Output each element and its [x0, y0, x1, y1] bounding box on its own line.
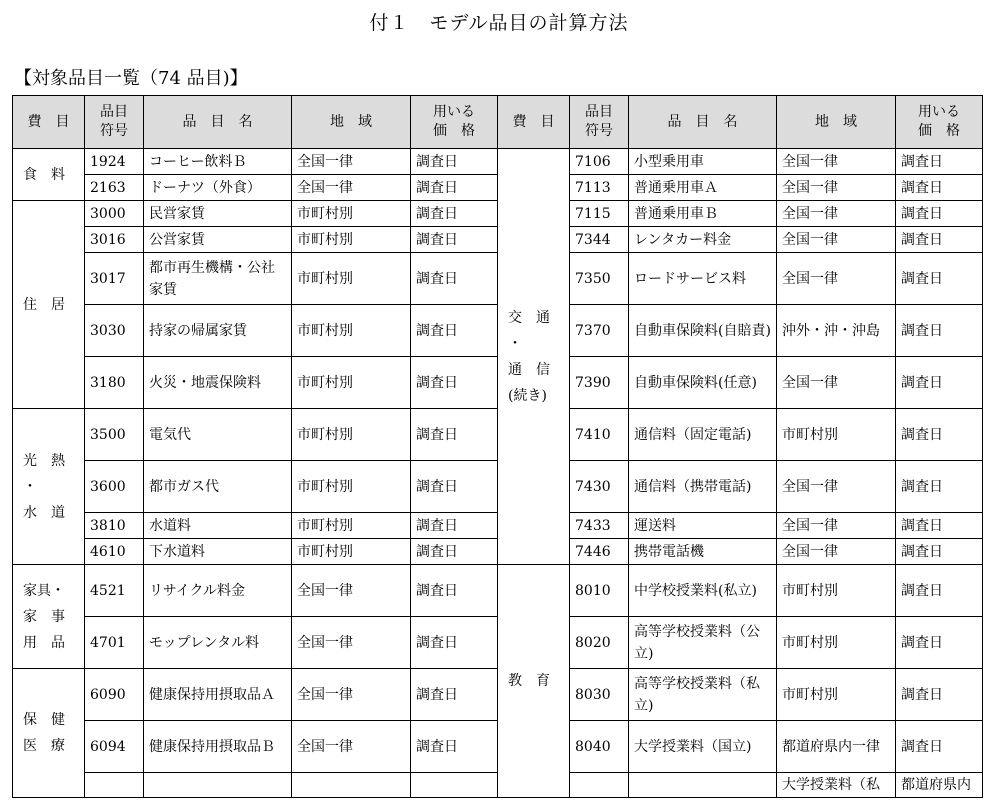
item-region: 全国一律 [292, 669, 411, 721]
header-name: 品 目 名 [629, 96, 777, 149]
item-price: 調査日 [411, 721, 498, 773]
item-code: 4610 [85, 539, 144, 565]
item-code: 7390 [570, 357, 629, 409]
right-category-label: (続き) [508, 387, 547, 404]
item-region: 全国一律 [292, 565, 411, 617]
item-region: 全国一律 [777, 175, 896, 201]
item-name: リサイクル料金 [144, 565, 292, 617]
item-name: 運送料 [629, 513, 777, 539]
item-name: 中学校授業料(私立) [629, 565, 777, 617]
item-price: 調査日 [896, 539, 983, 565]
item-region: 全国一律 [777, 539, 896, 565]
item-name: ドーナツ（外食） [144, 175, 292, 201]
item-region: 全国一律 [777, 461, 896, 513]
header-code: 品目 符号 [570, 96, 629, 149]
right-category-label: ・ [508, 335, 522, 352]
item-region: 市町村別 [777, 669, 896, 721]
item-region [411, 773, 498, 798]
left-category-label: 水 道 [23, 504, 65, 521]
item-code: 7446 [570, 539, 629, 565]
item-code: 3016 [85, 227, 144, 253]
item-price: 調査日 [411, 461, 498, 513]
item-region: 市町村別 [292, 461, 411, 513]
item-price: 調査日 [411, 357, 498, 409]
item-code: 8010 [570, 565, 629, 617]
item-name: 高等学校授業料（公立) [629, 617, 777, 669]
table-row [13, 565, 983, 617]
item-price: 調査日 [411, 305, 498, 357]
item-code: 8030 [570, 669, 629, 721]
item-price: 調査日 [411, 253, 498, 305]
item-name: 携帯電話機 [629, 539, 777, 565]
item-code: 3017 [85, 253, 144, 305]
table-caption: 【対象品目一覧（74 品目)】 [14, 68, 248, 89]
item-name: 民営家賃 [144, 201, 292, 227]
item-code: 6090 [85, 669, 144, 721]
item-code: 6094 [85, 721, 144, 773]
item-name: 都市ガス代 [144, 461, 292, 513]
item-name: 小型乗用車 [629, 149, 777, 175]
left-category-cell [13, 149, 85, 201]
left-category-label: 用 品 [23, 634, 65, 651]
header-price: 用いる 価 格 [411, 96, 498, 149]
item-region: 市町村別 [292, 409, 411, 461]
item-region: 市町村別 [777, 617, 896, 669]
item-name: 普通乗用車Ｂ [629, 201, 777, 227]
item-region: 市町村別 [292, 305, 411, 357]
item-name: 都市再生機構・公社家賃 [144, 253, 292, 305]
item-price: 調査日 [896, 357, 983, 409]
item-name: コーヒー飲料Ｂ [144, 149, 292, 175]
item-region: 市町村別 [292, 253, 411, 305]
item-region: 市町村別 [292, 513, 411, 539]
item-region: 全国一律 [777, 513, 896, 539]
left-category-label: 医 療 [23, 738, 65, 754]
item-code: 3600 [85, 461, 144, 513]
header-price: 用いる 価 格 [896, 96, 983, 149]
item-price: 調査日 [896, 513, 983, 539]
header-code: 品目 符号 [85, 96, 144, 149]
item-code [629, 773, 777, 798]
item-price: 調査日 [411, 201, 498, 227]
item-region: 全国一律 [292, 721, 411, 773]
item-name: 公営家賃 [144, 227, 292, 253]
item-region: 全国一律 [777, 253, 896, 305]
item-code: 8020 [570, 617, 629, 669]
left-category-label: 保 健 [23, 712, 65, 728]
header-name: 品 目 名 [144, 96, 292, 149]
left-category-cell [13, 201, 85, 409]
item-price: 調査日 [896, 201, 983, 227]
item-region: 市町村別 [292, 357, 411, 409]
item-region: 市町村別 [292, 227, 411, 253]
item-code: 4521 [85, 565, 144, 617]
item-name: 自動車保険料(任意) [629, 357, 777, 409]
left-category-label: 光 熱 [23, 452, 65, 469]
item-region: 市町村別 [777, 565, 896, 617]
page-title: 付１ モデル品目の計算方法 [369, 12, 629, 34]
item-price: 調査日 [896, 409, 983, 461]
item-price: 調査日 [411, 539, 498, 565]
item-region: 全国一律 [777, 201, 896, 227]
item-region: 全国一律 [777, 149, 896, 175]
item-name: 電気代 [144, 409, 292, 461]
item-name: 通信料（携帯電話) [629, 461, 777, 513]
item-region: 全国一律 [777, 357, 896, 409]
item-region: 沖外・沖・沖島 [777, 305, 896, 357]
header-row [13, 96, 983, 149]
item-region: 都道府県内 [896, 773, 983, 798]
left-category-cell [85, 773, 144, 798]
item-price: 調査日 [896, 227, 983, 253]
item-name: 持家の帰属家賃 [144, 305, 292, 357]
item-code: 7115 [570, 201, 629, 227]
item-code [144, 773, 292, 798]
item-region: 全国一律 [777, 227, 896, 253]
item-price: 調査日 [411, 175, 498, 201]
item-price: 調査日 [896, 461, 983, 513]
right-category-label: 交 通 [508, 309, 550, 326]
item-region: 全国一律 [292, 617, 411, 669]
left-category-label: ・ [23, 478, 37, 495]
item-name: 大学授業料（国立) [629, 721, 777, 773]
item-code: 8040 [570, 721, 629, 773]
item-price: 調査日 [896, 617, 983, 669]
item-code: 3030 [85, 305, 144, 357]
item-price: 調査日 [896, 721, 983, 773]
item-name: 自動車保険料(自賠責) [629, 305, 777, 357]
header-region: 地 域 [292, 96, 411, 149]
item-name: 火災・地震保険料 [144, 357, 292, 409]
item-code: 3000 [85, 201, 144, 227]
item-code: 3180 [85, 357, 144, 409]
item-code: 7113 [570, 175, 629, 201]
item-name [292, 773, 411, 798]
item-region: 市町村別 [292, 539, 411, 565]
left-category-label: 食 料 [23, 166, 65, 183]
item-region: 市町村別 [777, 409, 896, 461]
item-name: 高等学校授業料（私立) [629, 669, 777, 721]
item-code: 7430 [570, 461, 629, 513]
item-price [570, 773, 629, 798]
item-code: 2163 [85, 175, 144, 201]
item-code: 7433 [570, 513, 629, 539]
item-price: 調査日 [896, 565, 983, 617]
item-region: 全国一律 [292, 175, 411, 201]
item-region: 全国一律 [292, 149, 411, 175]
item-price: 調査日 [411, 669, 498, 721]
item-price: 調査日 [411, 513, 498, 539]
item-name: 下水道料 [144, 539, 292, 565]
header-category: 費 目 [498, 96, 570, 149]
right-category-cell [498, 565, 570, 798]
item-price: 調査日 [411, 409, 498, 461]
item-code: 7370 [570, 305, 629, 357]
item-price: 調査日 [896, 149, 983, 175]
item-name: 健康保持用摂取品Ｂ [144, 721, 292, 773]
left-category-cell [13, 669, 85, 798]
item-price: 調査日 [896, 305, 983, 357]
item-code: 7106 [570, 149, 629, 175]
item-name: 健康保持用摂取品Ａ [144, 669, 292, 721]
left-category-label: 家 事 [23, 608, 65, 625]
item-region: 都道府県内一律 [777, 721, 896, 773]
item-code: 7410 [570, 409, 629, 461]
left-category-label: 住 居 [23, 296, 65, 313]
item-code: 7344 [570, 227, 629, 253]
item-price: 調査日 [896, 669, 983, 721]
item-code: 3500 [85, 409, 144, 461]
right-category-cell [498, 149, 570, 565]
left-category-cell [13, 565, 85, 669]
table-row [13, 149, 983, 175]
item-code: 7350 [570, 253, 629, 305]
item-name: 大学授業料（私 [777, 773, 896, 798]
item-price: 調査日 [411, 227, 498, 253]
header-region: 地 域 [777, 96, 896, 149]
left-category-label: 家具・ [23, 582, 65, 599]
item-price: 調査日 [411, 149, 498, 175]
item-name: 通信料（固定電話) [629, 409, 777, 461]
header-category: 費 目 [13, 96, 85, 149]
item-code: 4701 [85, 617, 144, 669]
item-name: 水道料 [144, 513, 292, 539]
left-category-cell [13, 409, 85, 565]
item-code: 1924 [85, 149, 144, 175]
item-name: ロードサービス料 [629, 253, 777, 305]
item-price: 調査日 [896, 253, 983, 305]
item-region: 市町村別 [292, 201, 411, 227]
item-code: 3810 [85, 513, 144, 539]
right-category-label: 通 信 [508, 361, 550, 378]
item-price: 調査日 [896, 175, 983, 201]
item-table [12, 95, 983, 798]
item-name: モップレンタル料 [144, 617, 292, 669]
item-name: レンタカー料金 [629, 227, 777, 253]
item-price: 調査日 [411, 565, 498, 617]
item-name: 普通乗用車Ａ [629, 175, 777, 201]
right-category-label: 教 育 [508, 673, 550, 689]
item-price: 調査日 [411, 617, 498, 669]
